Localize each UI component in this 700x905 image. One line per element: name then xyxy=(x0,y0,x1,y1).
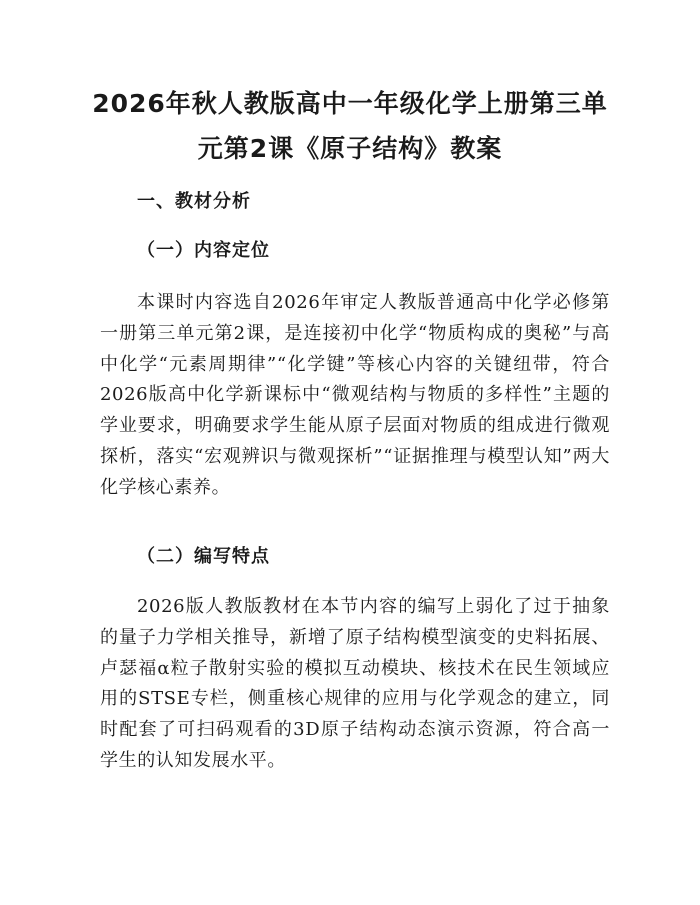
document-title-line-1: 2026年秋人教版高中一年级化学上册第三单 xyxy=(92,89,608,118)
paragraph-content-positioning: 本课时内容选自2026年审定人教版普通高中化学必修第一册第三单元第2课，是连接初中化学“物质构成的奥秘”与高中化学“元素周期律”“化学键”等核心内容的关键纽带，符合2026版高中化学新课标中“微观结构与物质的多样性”主题的学业要求，明确要求学生能从原子层面对物质的组成进行微观探析，落实“宏观辨识与微观探析”“证据推理与模型认知”两大化学核心素养。 xyxy=(100,292,610,498)
document-title-line-2: 元第2课《原子结构》教案 xyxy=(197,134,503,163)
section-heading-textbook-analysis: 一、教材分析 xyxy=(137,191,251,212)
subsection-heading-writing-features: （二）编写特点 xyxy=(137,546,270,567)
paragraph-writing-features: 2026版人教版教材在本节内容的编写上弱化了过于抽象的量子力学相关推导，新增了原子结构模型演变的史料拓展、卢瑟福α粒子散射实验的模拟互动模块、核技术在民生领域应用的STSE专栏，侧重核心规律的应用与化学观念的建立，同时配套了可扫码观看的3D原子结构动态演示资源，符合高一学生的认知发展水平。 xyxy=(100,596,610,771)
subsection-heading-content-positioning: （一）内容定位 xyxy=(137,240,270,261)
